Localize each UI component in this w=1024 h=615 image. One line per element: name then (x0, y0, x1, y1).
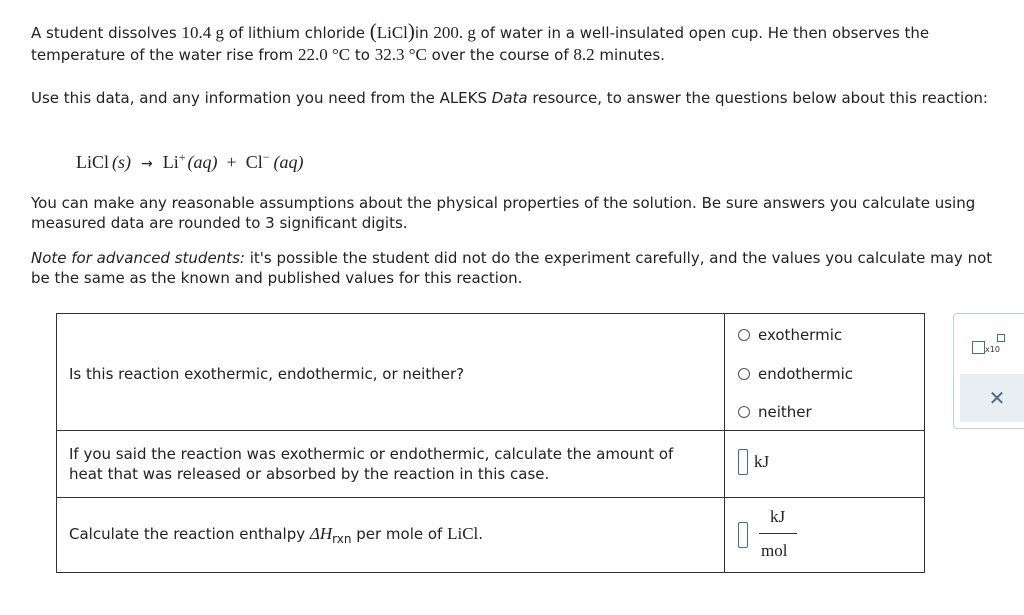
heat-unit: kJ (754, 452, 770, 471)
problem-statement: A student dissolves 10.4 g of lithium chloride (LiCl)in 200. g of water in a well-insulated open cup. He then observes the temperature of the water rise from 22.0 °C to 32.3 °C over the course of 8.2 minutes. (31, 19, 930, 64)
chemical-equation: LiCl (s) → Li+ (aq) + Cl− (aq) (76, 150, 304, 172)
close-icon: ✕ (988, 386, 1006, 410)
enthalpy-answer-input[interactable] (738, 522, 748, 548)
data-resource-link: Data (491, 89, 528, 107)
instructions: Use this data, and any information you need from the ALEKS Data resource, to answer the questions below about this reaction: (31, 89, 988, 107)
option-endothermic[interactable]: endothermic (738, 365, 853, 383)
duration: 8.2 (573, 45, 595, 64)
enthalpy-unit-denominator: mol (761, 541, 788, 560)
reaction-type-options (725, 314, 924, 430)
enthalpy-unit-numerator: kJ (770, 507, 786, 526)
question-3-text: Calculate the reaction enthalpy $\Delta H_{rxn}$ per mole of LiCl. (69, 524, 484, 546)
radio-circle-icon[interactable] (738, 329, 750, 341)
water-mass: 200. g (433, 23, 476, 42)
radio-circle-icon[interactable] (738, 368, 750, 380)
exponent-box-icon (997, 334, 1005, 342)
heat-answer-input[interactable] (738, 449, 748, 475)
arrow-icon: → (141, 156, 153, 172)
question-table (56, 313, 925, 573)
assumptions-text: You can make any reasonable assumptions about the physical properties of the solution. Be sure answers you calculate using measured data are rounded to 3 significant digits. (31, 194, 976, 232)
advanced-note: Note for advanced students: it's possible the student did not do the experiment carefully, and the values you calculate may not be the same as the known and published values for this reaction. (31, 249, 993, 287)
salt-formula: LiCl (376, 23, 408, 42)
question-row-3 (57, 498, 924, 572)
question-row-1 (57, 314, 924, 431)
mantissa-box-icon (972, 341, 985, 354)
final-temperature: 32.3 °C (374, 45, 427, 64)
fraction-bar (759, 533, 797, 534)
radio-circle-icon[interactable] (738, 406, 750, 418)
option-neither[interactable]: neither (738, 403, 812, 421)
salt-mass: 10.4 g (181, 23, 224, 42)
scientific-notation-button[interactable]: x10 (972, 334, 1006, 356)
question-1-text: Is this reaction exothermic, endothermic, or neither? (69, 365, 465, 383)
question-2-text: If you said the reaction was exothermic or endothermic, calculate the amount of heat that was released or absorbed by the reaction in this case. (69, 445, 674, 483)
initial-temperature: 22.0 °C (298, 45, 351, 64)
question-row-2 (57, 431, 924, 498)
clear-button[interactable] (960, 374, 1024, 422)
answer-tools-panel (953, 313, 1024, 429)
option-exothermic[interactable]: exothermic (738, 326, 842, 344)
